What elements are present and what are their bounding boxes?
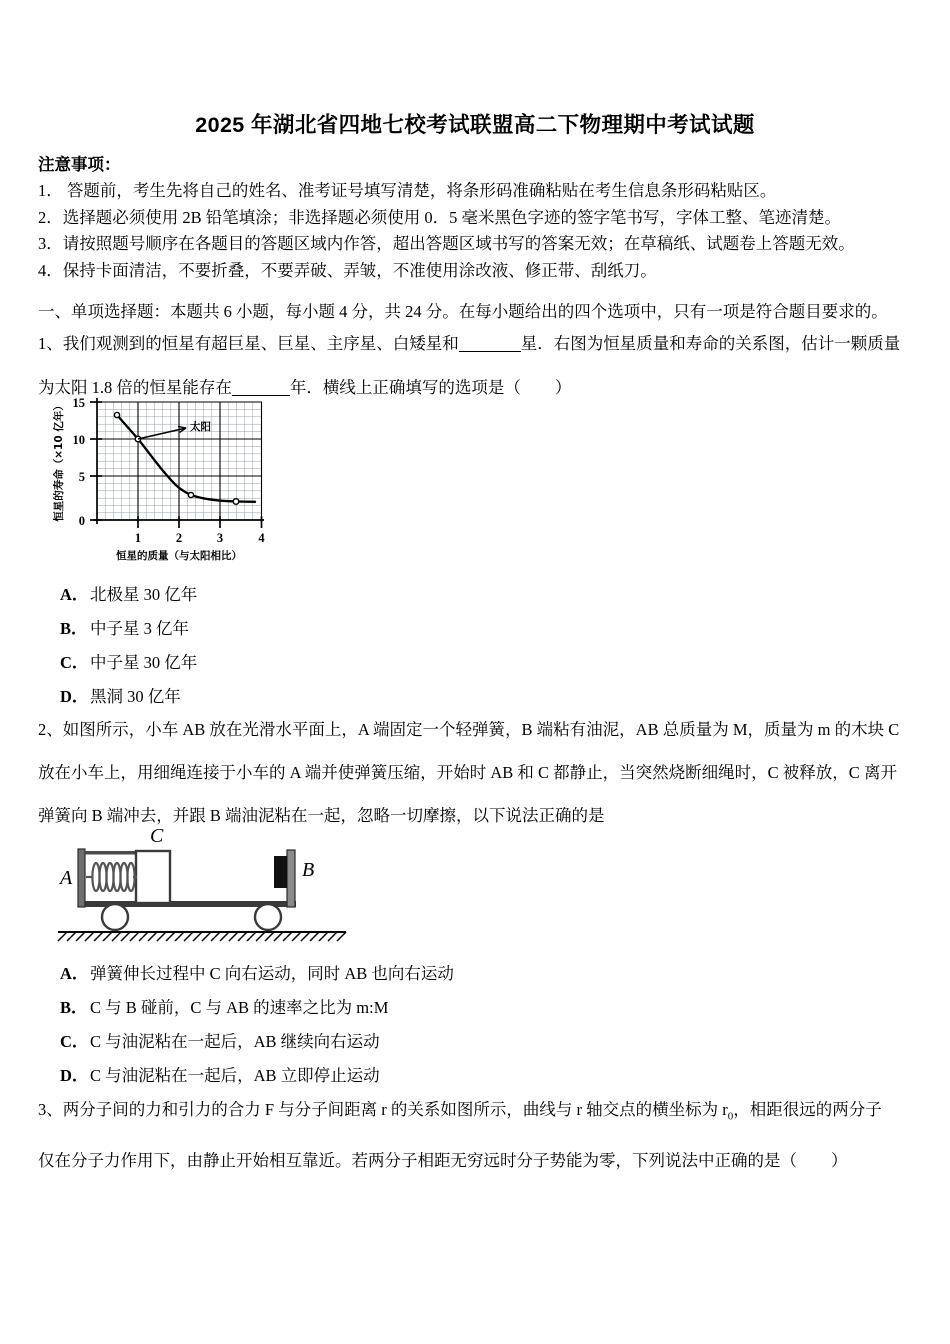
x-tick-1: 1 xyxy=(134,531,142,545)
q2-option-c-text: C 与油泥粘在一起后，AB 继续向右运动 xyxy=(90,1032,380,1051)
option-a-label: A． xyxy=(60,585,89,604)
notice-item-3: 3．请按照题号顺序在各题目的答题区域内作答，超出答题区域书写的答案无效；在草稿纸、试题卷上答题无效。 xyxy=(38,234,855,253)
x-tick-3: 3 xyxy=(216,531,224,545)
question-1-line2-a: 为太阳 1.8 倍的恒星能存在 xyxy=(38,378,232,397)
option-b[interactable] xyxy=(60,612,660,646)
option-b-label: B． xyxy=(60,619,88,638)
chart-x-ticks xyxy=(138,516,262,528)
q2-option-a[interactable] xyxy=(60,957,760,991)
option-b-text: 中子星 3 亿年 xyxy=(90,619,189,638)
fill-blank-1 xyxy=(459,351,521,352)
question-3-line1-a: 两分子间的力和引力的合力 F 与分子间距离 r 的关系如图所示，曲线与 r 轴交点的横坐标为 r xyxy=(62,1100,728,1119)
question-1-line2-b: 年．横线上正确填写的选项是（ xyxy=(289,378,521,397)
option-c[interactable] xyxy=(60,646,660,680)
option-a[interactable] xyxy=(60,578,660,612)
notice-section xyxy=(38,152,916,284)
wheel-left xyxy=(102,904,128,930)
question-3-line2: 仅在分子力作用下，由静止开始相互靠近。若两分子相距无穷远时分子势能为零，下列说法中正确的是（ xyxy=(38,1151,797,1171)
sun-annotation-label: 太阳 xyxy=(190,421,211,433)
q2-option-b[interactable] xyxy=(60,991,760,1025)
oil-mud xyxy=(274,856,287,888)
option-a-text: 北极星 30 亿年 xyxy=(90,585,198,604)
q2-option-d-text: C 与油泥粘在一起后，AB 立即停止运动 xyxy=(90,1066,380,1085)
question-1-line1-a: 我们观测到的恒星有超巨星、巨星、主序星、白矮星和 xyxy=(62,334,459,353)
wheel-right xyxy=(255,904,281,930)
q2-option-a-text: 弹簧伸长过程中 C 向右运动，同时 AB 也向右运动 xyxy=(90,964,454,983)
cart-spring-diagram xyxy=(40,822,360,950)
q2-option-c-label: C． xyxy=(60,1032,89,1051)
chart-ylabel: 恒星的寿命（×10 亿年） xyxy=(53,400,65,522)
ground-hatching xyxy=(58,932,346,941)
label-a: A xyxy=(60,867,73,889)
label-b: B xyxy=(302,859,315,881)
section-heading-single-choice: 一、单项选择题：本题共 6 小题，每小题 4 分，共 24 分。在每小题给出的四个选项中，只有一项是符合题目要求的。 xyxy=(38,302,888,321)
question-1-options xyxy=(60,578,660,714)
q2-option-a-label: A． xyxy=(60,964,89,983)
option-c-label: C． xyxy=(60,653,89,672)
q2-option-c[interactable] xyxy=(60,1025,760,1059)
question-2-line1: 如图所示，小车 AB 放在光滑水平面上，A 端固定一个轻弹簧，B 端粘有油泥，AB 总质量为 M，质量为 m 的木块 C xyxy=(62,720,900,739)
y-tick-15: 15 xyxy=(72,396,85,410)
page-title: 2025 年湖北省四地七校考试联盟高二下物理期中考试试题 xyxy=(195,113,755,137)
question-3-line2-end: ） xyxy=(831,1151,848,1171)
chart-xlabel: 恒星的质量（与太阳相比） xyxy=(116,550,242,562)
y-tick-0: 0 xyxy=(78,514,85,528)
cart-wall-b xyxy=(287,850,295,907)
notice-item-1: 1． 答题前，考生先将自己的姓名、准考证号填写清楚，将条形码准确粘贴在考生信息条形码粘贴区。 xyxy=(38,181,777,200)
question-2-number: 2、 xyxy=(38,720,63,739)
notice-item-2: 2．选择题必须使用 2B 铅笔填涂；非选择题必须使用 0．5 毫米黑色字迹的签字笔书写，字体工整、笔迹清楚。 xyxy=(38,207,842,227)
option-c-text: 中子星 30 亿年 xyxy=(90,653,198,672)
q2-option-d[interactable] xyxy=(60,1059,760,1093)
option-d[interactable] xyxy=(60,680,660,714)
question-3-number: 3、 xyxy=(38,1100,63,1119)
question-1-number: 1、 xyxy=(38,334,63,353)
option-d-label: D． xyxy=(60,687,89,706)
star-lifetime-chart xyxy=(40,388,275,563)
label-c: C xyxy=(150,825,164,847)
question-1-line2-c: ） xyxy=(554,378,572,397)
block-c xyxy=(136,851,170,903)
q2-option-b-label: B． xyxy=(60,998,88,1017)
option-d-text: 黑洞 30 亿年 xyxy=(90,687,181,706)
x-tick-2: 2 xyxy=(175,531,183,545)
y-tick-5: 5 xyxy=(78,470,85,484)
question-3-line1-b: ，相距很远的两分子 xyxy=(733,1100,882,1119)
y-tick-10: 10 xyxy=(72,433,85,447)
question-2-line3: 弹簧向 B 端冲去，并跟 B 端油泥粘在一起，忽略一切摩擦，以下说法正确的是 xyxy=(38,806,605,825)
q2-option-d-label: D． xyxy=(60,1066,89,1085)
question-3 xyxy=(38,1093,916,1177)
notice-heading: 注意事项： xyxy=(38,155,121,174)
cart-wall-a xyxy=(78,849,85,907)
question-3-subscript: 0 xyxy=(727,1110,734,1123)
question-1-line1-b: 星．右图为恒星质量和寿命的关系图，估计一颗质量 xyxy=(520,334,901,353)
question-2-line2: 放在小车上，用细绳连接于小车的 A 端并使弹簧压缩，开始时 AB 和 C 都静止，当突然烧断细绳时，C 被释放，C 离开 xyxy=(38,763,897,782)
x-tick-4: 4 xyxy=(258,531,265,545)
spring-icon xyxy=(86,863,137,891)
notice-item-4: 4．保持卡面清洁，不要折叠，不要弄破、弄皱，不准使用涂改液、修正带、刮纸刀。 xyxy=(38,260,657,280)
question-2-options xyxy=(60,957,760,1093)
q2-option-b-text: C 与 B 碰前，C 与 AB 的速率之比为 m:M xyxy=(90,998,389,1017)
